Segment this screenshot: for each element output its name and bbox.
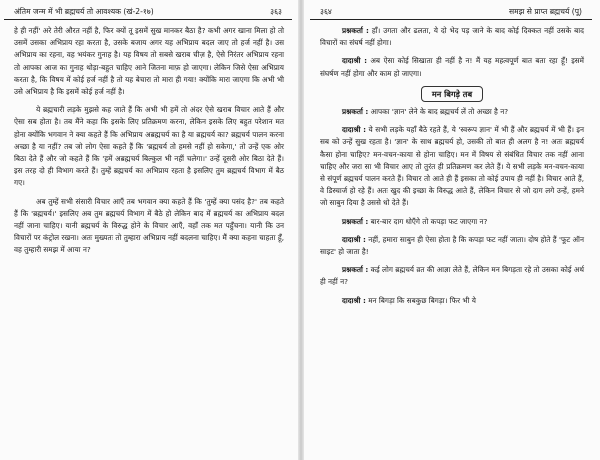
dialogue-text: हाँ। उगता और ढलता, ये दो भेद पड़ जाने के बाद कोई दिक्कत नहीं उसके बाद विचारों का संघर्ष नहीं होगा। <box>320 26 585 48</box>
dialogue-text: नहीं, हमारा साबुन ही ऐसा होता है कि कपड़ा फट नहीं जाता। दोष होते हैं 'फूट ऑन साइट' हो जाता है! <box>320 234 584 257</box>
speaker-label: प्रश्नकर्ता : <box>342 216 369 226</box>
dialogue-entry <box>320 55 584 79</box>
book-gutter <box>298 0 304 460</box>
speaker-label: प्रश्नकर्ता : <box>342 107 369 117</box>
dialogue-text: मन बिगड़ा कि सबकुछ बिगड़ा। फिर भी ये <box>368 295 476 305</box>
dialogue-text: कई लोग ब्रह्मचर्य व्रत की आज्ञा लेते हैं, लेकिन मन बिगड़ता रहे तो उसका कोई अर्थ ही नहीं न? <box>320 265 584 287</box>
left-page-header <box>4 0 292 20</box>
paragraph: ये ब्रह्मचारी लड़के मुझसे कह जाते हैं कि अभी भी हमें तो अंदर ऐसे खराब विचार आते हैं और ऐसा सब होता है। तब मैंने कहा कि इसके लिए प्रतिक्रमण करना, लेकिन इसके लिए बहुत परेशान मत होना क्योंकि भगवान ने क्या कहते हैं कि अभिप्राय अब्रह्मचर्य का है या ब्रह्मचर्य का? ब्रह्मचर्य पालन करना अच्छा है या नहीं? तब जो लोग ऐसा कहते हैं कि 'ब्रह्मचर्य तो हमसे नहीं हो सकेगा,' तो उन्हें एक ओर बिठा देते हैं और जो कहते हैं कि 'हमें अब्रह्मचर्य बिल्कुल भी नहीं चलेगा।' उन्हें दूसरी ओर बिठा देते हैं। इस तरह दो ही विभाग करते हैं। तुम्हें ब्रह्मचर्य का अभिप्राय रहता है इसलिए तुम ब्रह्मचर्य विभाग में बैठ गए। <box>14 105 284 188</box>
speaker-label: दादाश्री : <box>342 295 366 305</box>
speaker-label: प्रश्नकर्ता : <box>342 26 369 35</box>
left-header-title: अंतिम जन्म में भी ब्रह्मचर्य तो आवश्यक (खं-2-१७) <box>14 7 154 16</box>
dialogue-text: ये सभी लड़के यहाँ बैठे रहते हैं, ये 'स्वरूप ज्ञान' में भी हैं और ब्रह्मचर्य में भी हैं। इन सब को उन्हें सुख रहता है। 'ज्ञान' के साथ ब्रह्मचर्य हो, उसकी तो बात ही अलग है न! अतः ब्रह्मचर्य कैसा होना चाहिए? मन-वचन-काया से होना चाहिए। मन में विषय से संबंधित विचार तक नहीं आना चाहिए और जरा सा भी विचार आए तो तुरंत ही प्रतिक्रमण कर लेते हैं। ये सभी लड़के मन-वचन-काया से संपूर्ण ब्रह्मचर्य पालन करते हैं। विचार तो आते ही हैं इसका तो कोई उपाय ही नहीं है। विचार आते हैं, वे डिस्चार्ज हो रहे हैं। अतः खुद की इच्छा के विरुद्ध आते हैं, लेकिन विचार से जो दाग लगे उन्हें, हमने जो साबुन दिया है उससे धो देते हैं। <box>320 125 584 208</box>
dialogue-entry <box>320 106 584 118</box>
left-page <box>0 0 296 460</box>
left-page-number: ३६३ <box>270 7 282 16</box>
dialogue-text: अब ऐसा कोई सिखाता ही नहीं है न! मैं यह महत्वपूर्ण बात बता रहा हूँ! इसमें संघर्षण नहीं होगा और काम हो जाएगा। <box>320 56 584 78</box>
dialogue-text: आपका 'ज्ञान' लेने के बाद ब्रह्मचर्य लें तो अच्छा है न? <box>370 107 509 117</box>
right-page-body <box>306 20 596 307</box>
speaker-label: दादाश्री : <box>342 125 367 135</box>
right-header-title: समझ से प्राप्त ब्रह्मचर्य (पू) <box>508 7 582 16</box>
dialogue-entry <box>320 216 584 228</box>
speaker-label: दादाश्री : <box>342 234 366 244</box>
dialogue-text: बार-बार दाग धोएँगे तो कपड़ा फट जाएगा न? <box>370 216 488 226</box>
dialogue-entry <box>320 295 584 307</box>
paragraph: अब तुम्हें सभी संसारी विचार आएँ तब भगवान क्या कहते हैं कि 'तुम्हें क्या पसंद है?' तब कहते हैं कि 'ब्रह्मचर्य।' इसलिए अब तुम ब्रह्मचर्य विभाग में बैठे हो लेकिन बाद में ब्रह्मचर्य का अभिप्राय बदल नहीं जाना चाहिए। यानी ब्रह्मचर्य के विरुद्ध होने के विचार आएँ, वहाँ तक मत पहुँचना। यानी कि उन विचारों पर कंट्रोल रखना। अतः मुख्यतः तो तुम्हारा अभिप्राय नहीं बदलना चाहिए। मैं क्या कहना चाहता हूँ, वह तुम्हारी समझ में आया न? <box>14 196 284 255</box>
speaker-label: प्रश्नकर्ता : <box>342 265 369 275</box>
dialogue-entry <box>320 264 584 288</box>
right-page-header <box>310 0 592 20</box>
section-title: मन बिगड़े तब <box>421 86 483 102</box>
paragraph: हे ही नहीं' अरे तेरी औरत नहीं है, फिर क्यों तू इसमें सुख मानकर बैठा है? कभी अगर खाना मिला हो तो उसमें उसका अभिप्राय रहा करता है, उसके बजाय अगर यह अभिप्राय बदल जाए तो हर्ज नहीं है। उस अभिप्राय का रहना, वह भयंकर गुनाह है। यह विषय तो सबसे खराब चीज़ है, ऐसे निरंतर अभिप्राय रहना तो आपका आज का गुनाह थोड़ा-बहुत चाहिए आने जितना माफ़ हो जाएगा। लेकिन जिसे ऐसा अभिप्राय करता है, कि विषय में कोई हर्ज नहीं है तो यह बेचारा तो मारा ही गया! क्योंकि मारा जाएगा कि अभी भी उसे अभिप्राय है कि इसमें कोई हर्ज नहीं है। <box>14 26 284 97</box>
dialogue-entry <box>320 124 584 209</box>
left-page-body <box>0 20 296 257</box>
right-page <box>306 0 596 460</box>
speaker-label: दादाश्री : <box>342 56 367 66</box>
dialogue-entry <box>320 25 584 49</box>
dialogue-entry <box>320 234 584 258</box>
section-heading <box>320 86 584 102</box>
right-page-number: ३६४ <box>320 7 332 16</box>
